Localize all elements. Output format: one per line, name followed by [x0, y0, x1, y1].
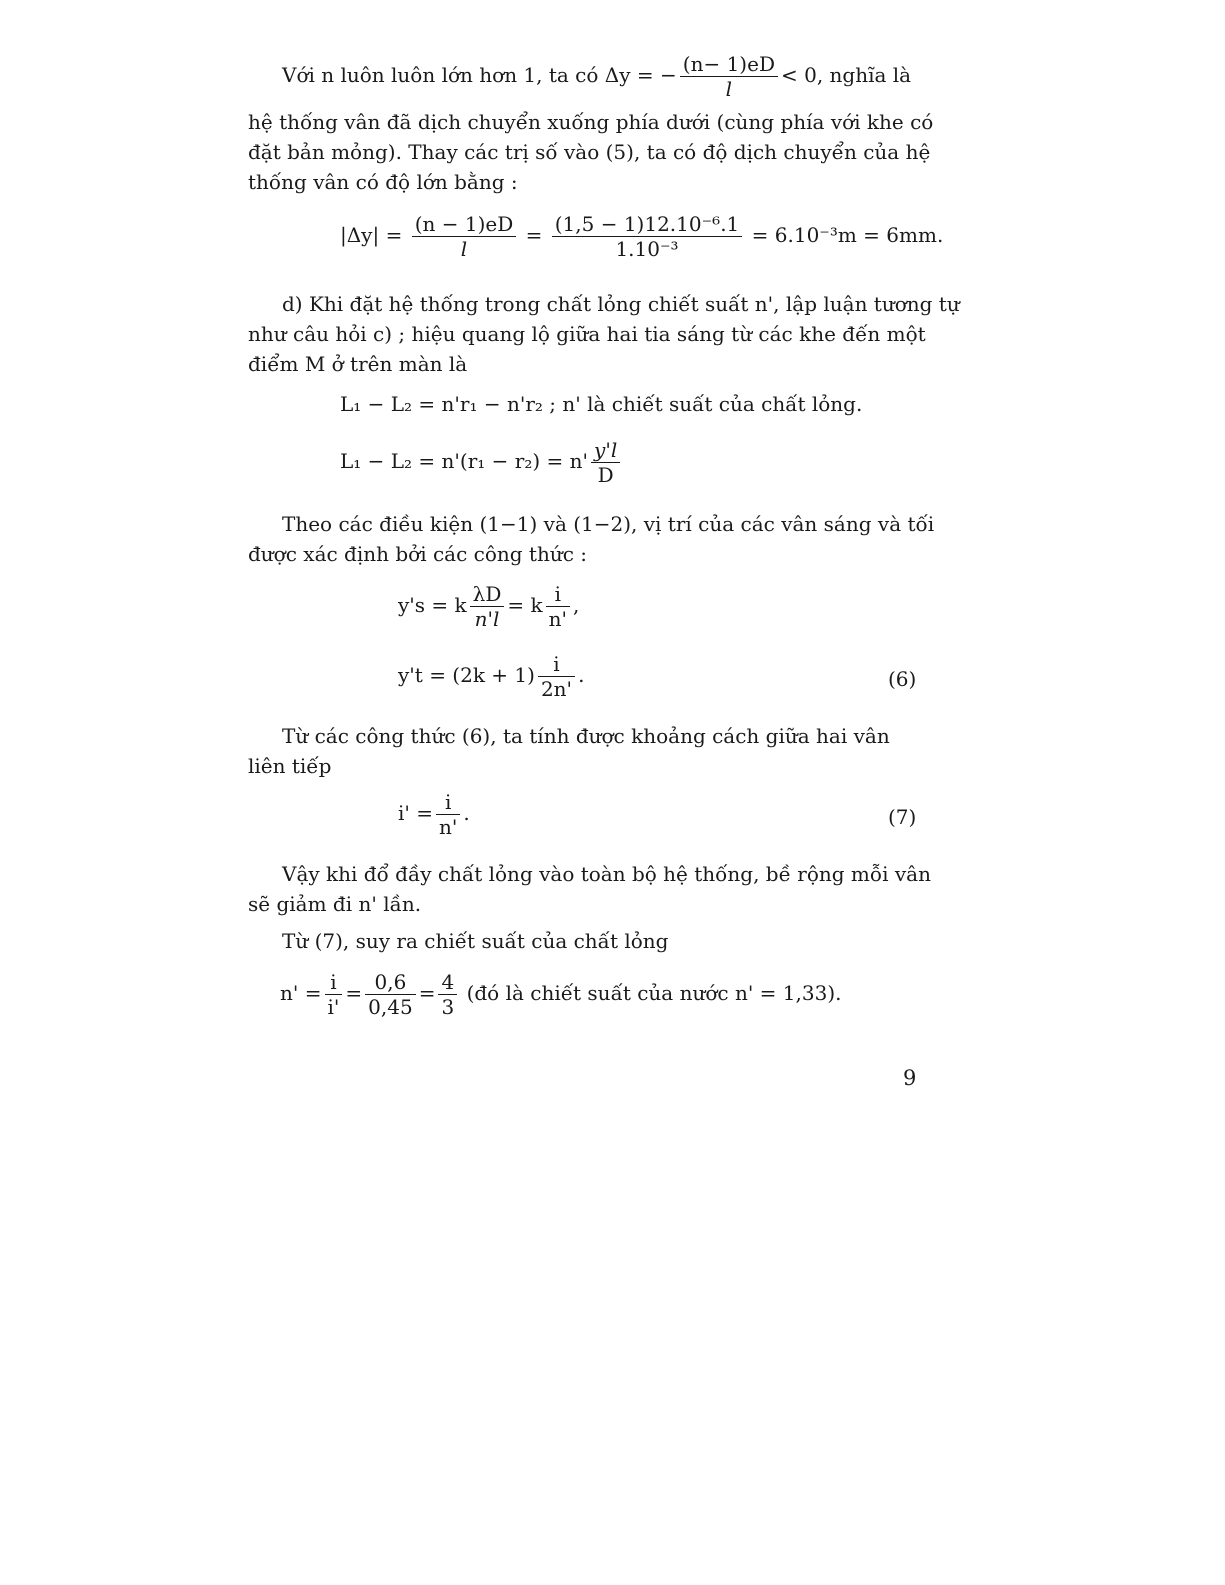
- eq1-lhs: |Δy| =: [340, 223, 403, 247]
- equation-optical-path-2: [340, 438, 623, 487]
- eq1-equals: =: [525, 223, 543, 247]
- p2-line1: d) Khi đặt hệ thống trong chất lỏng chiết suất n', lập luận tương tự: [282, 292, 960, 316]
- eq7-f1-den: i': [327, 995, 340, 1019]
- equation-optical-path-1: L₁ − L₂ = n'r₁ − n'r₂ ; n' là chiết suất của chất lỏng.: [340, 392, 863, 416]
- eq7-fraction-1: [325, 970, 343, 1019]
- page-number: 9: [903, 1066, 917, 1090]
- equation-delta-y-value: [340, 212, 943, 261]
- delta-y-den: l: [725, 77, 733, 101]
- eq1-f2-den: 1.10⁻³: [615, 237, 679, 261]
- eq7-f2-den: 0,45: [368, 995, 413, 1019]
- p5-line2: sẽ giảm đi n' lần.: [248, 892, 422, 916]
- p2-line3: điểm M ở trên màn là: [248, 352, 468, 376]
- eq1-fraction-2: [552, 212, 743, 261]
- eq3-den: D: [597, 463, 614, 487]
- eq4-lhs: y's = k: [398, 593, 467, 617]
- eq4-tail: ,: [573, 593, 580, 617]
- p4-line1: Từ các công thức (6), ta tính được khoảng cách giữa hai vân: [282, 724, 890, 748]
- eq1-fraction-1: [412, 212, 517, 261]
- eq1-f2-num: (1,5 − 1)12.10⁻⁶.1: [552, 212, 743, 237]
- eq3-fraction: [591, 438, 620, 487]
- eq4-f2-num: i: [546, 582, 570, 607]
- p1-line2: hệ thống vân đã dịch chuyển xuống phía dưới (cùng phía với khe có: [248, 110, 934, 134]
- equation-number-7: (7): [888, 805, 917, 829]
- eq7-lhs: n' =: [280, 981, 322, 1005]
- equation-refractive-index: [280, 970, 841, 1019]
- eq3-lhs: L₁ − L₂ = n'(r₁ − r₂) = n': [340, 449, 589, 473]
- eq1-rhs: = 6.10⁻³m = 6mm.: [751, 223, 944, 247]
- p4-line2: liên tiếp: [248, 754, 332, 778]
- eq7-f3-num: 4: [438, 970, 457, 995]
- eq5-den: 2n': [540, 677, 573, 701]
- eq7-fraction-2: [365, 970, 416, 1019]
- equation-number-6: (6): [888, 667, 917, 691]
- eq4-fraction-2: [546, 582, 570, 631]
- eq4-mid: = k: [507, 593, 543, 617]
- delta-y-expression: [604, 52, 830, 101]
- eq7-fraction-3: [438, 970, 457, 1019]
- delta-y-fraction: [680, 52, 778, 101]
- eq6-fraction: [436, 790, 460, 839]
- p1-line3: đặt bản mỏng). Thay các trị số vào (5), ta có độ dịch chuyển của hệ: [248, 140, 931, 164]
- delta-y-cond: < 0,: [780, 63, 824, 87]
- eq1-f1-num: (n − 1)eD: [412, 212, 517, 237]
- eq4-fraction-1: [470, 582, 505, 631]
- p6-line1: Từ (7), suy ra chiết suất của chất lỏng: [282, 929, 669, 953]
- eq7-f1-num: i: [325, 970, 343, 995]
- p1-text-a: Với n luôn luôn lớn hơn 1, ta có: [282, 63, 599, 87]
- eq7-equals-1: =: [345, 981, 363, 1005]
- p3-line2: được xác định bởi các công thức :: [248, 542, 588, 566]
- p1-text-b: nghĩa là: [829, 63, 912, 87]
- delta-y-lhs: Δy = −: [604, 63, 677, 87]
- delta-y-num: (n− 1)eD: [680, 52, 778, 77]
- eq7-note: (đó là chiết suất của nước n' = 1,33).: [466, 981, 842, 1005]
- eq1-f1-den: l: [460, 237, 468, 261]
- p2-line2: như câu hỏi c) ; hiệu quang lộ giữa hai tia sáng từ các khe đến một: [248, 322, 926, 346]
- eq7-f2-num: 0,6: [365, 970, 416, 995]
- eq3-num: y'l: [591, 438, 620, 463]
- eq5-tail: .: [578, 663, 585, 687]
- p5-line1: Vậy khi đổ đầy chất lỏng vào toàn bộ hệ thống, bề rộng mỗi vân: [282, 862, 931, 886]
- eq7-f3-den: 3: [441, 995, 455, 1019]
- eq7-equals-2: =: [418, 981, 436, 1005]
- eq5-fraction: [538, 652, 575, 701]
- eq4-f2-den: n': [548, 607, 567, 631]
- eq6-tail: .: [463, 801, 470, 825]
- eq4-f1-den: n'l: [474, 607, 500, 631]
- equation-bright-fringe: [398, 582, 579, 631]
- eq6-num: i: [436, 790, 460, 815]
- eq5-lhs: y't = (2k + 1): [398, 663, 535, 687]
- p3-line1: Theo các điều kiện (1−1) và (1−2), vị trí của các vân sáng và tối: [282, 512, 935, 536]
- p1-line4: thống vân có độ lớn bằng :: [248, 170, 518, 194]
- equation-dark-fringe: [398, 652, 584, 701]
- eq6-lhs: i' =: [398, 801, 434, 825]
- equation-fringe-spacing: [398, 790, 470, 839]
- eq6-den: n': [439, 815, 458, 839]
- eq4-f1-num: λD: [470, 582, 505, 607]
- p1-line1: [282, 52, 911, 101]
- eq5-num: i: [538, 652, 575, 677]
